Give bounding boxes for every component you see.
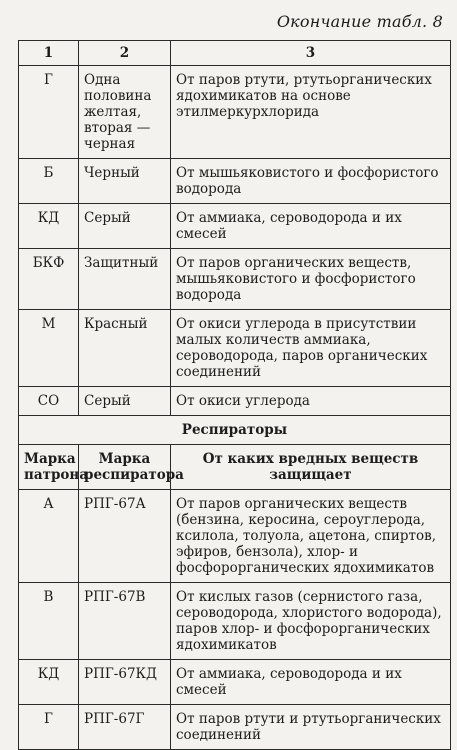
cell-mark: Г [19,705,79,750]
cell-protects: От паров органических веществ (бензина, керосина, сероуглерода, ксилола, толуола, ацетона, спиртов, эфиров, бензола), хлор- и фосфорорганических ядохимикатов [171,490,451,583]
section-row [19,416,451,445]
header-protects-from: От каких вредных веществ защищает [171,445,451,490]
protection-table [18,40,451,750]
cell-protects: От кислых газов (сернистого газа, сероводорода, хлористого водорода), паров хлор- и фосфорорганических ядохимикатов [171,583,451,660]
header-row-respirators [19,445,451,490]
table-row [19,204,451,249]
cell-mark: СО [19,387,79,416]
cell-mark: Б [19,159,79,204]
table-row [19,66,451,159]
table-row [19,705,451,750]
table-caption: Окончание табл. 8 [276,12,443,31]
column-number-2: 2 [79,41,171,66]
cell-mark: КД [19,204,79,249]
table-row [19,249,451,310]
cell-mark: А [19,490,79,583]
cell-color: Красный [79,310,171,387]
table-row [19,310,451,387]
cell-protects: От паров ртути, ртутьорганических ядохимикатов на основе этилмеркурхлорида [171,66,451,159]
header-respirator-mark: Марка респиратора [79,445,171,490]
cell-protects: От паров органических веществ, мышьяковистого и фосфористого водорода [171,249,451,310]
column-number-row [19,41,451,66]
table-row [19,159,451,204]
cell-model: РПГ-67Г [79,705,171,750]
column-number-3: 3 [171,41,451,66]
cell-protects: От окиси углерода [171,387,451,416]
cell-mark: КД [19,660,79,705]
table-row [19,387,451,416]
cell-mark: Г [19,66,79,159]
cell-protects: От паров ртути и ртутьорганических соединений [171,705,451,750]
cell-mark: БКФ [19,249,79,310]
cell-model: РПГ-67В [79,583,171,660]
cell-color: Одна половина желтая, вторая — черная [79,66,171,159]
table-container [18,40,450,750]
cell-color: Защитный [79,249,171,310]
table-row [19,660,451,705]
table-row [19,490,451,583]
column-number-1: 1 [19,41,79,66]
cell-protects: От аммиака, сероводорода и их смесей [171,660,451,705]
cell-model: РПГ-67КД [79,660,171,705]
cell-protects: От окиси углерода в присутствии малых количеств аммиака, сероводорода, паров органических соединений [171,310,451,387]
cell-mark: В [19,583,79,660]
section-title: Респираторы [19,416,451,445]
cell-color: Серый [79,387,171,416]
cell-protects: От мышьяковистого и фосфористого водорода [171,159,451,204]
cell-model: РПГ-67А [79,490,171,583]
header-cartridge-mark: Марка патрона [19,445,79,490]
table-row [19,583,451,660]
cell-color: Черный [79,159,171,204]
cell-protects: От аммиака, сероводорода и их смесей [171,204,451,249]
cell-mark: М [19,310,79,387]
cell-color: Серый [79,204,171,249]
